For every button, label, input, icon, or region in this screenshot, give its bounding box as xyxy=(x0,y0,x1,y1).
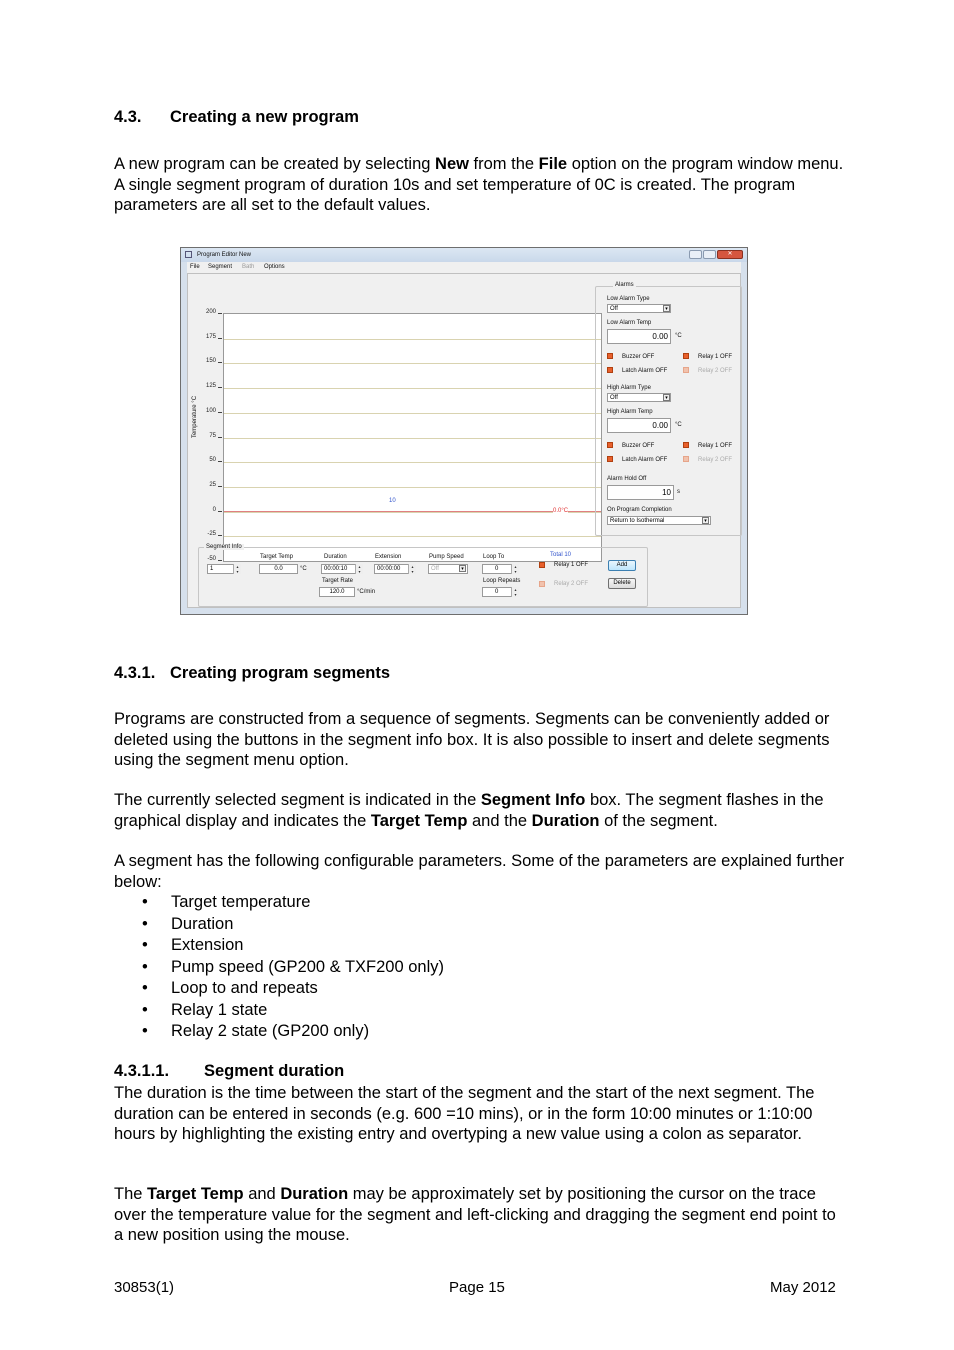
y-tick-mark xyxy=(218,511,222,512)
y-tick-label: 0 xyxy=(212,506,216,513)
high-latch-led[interactable] xyxy=(607,456,613,462)
program-editor-window xyxy=(180,247,748,615)
maximize-button[interactable] xyxy=(703,250,716,259)
menu-file[interactable]: File xyxy=(190,264,200,270)
unit-c: °C xyxy=(675,422,682,428)
alarm-hold-off-value: 10 xyxy=(662,488,671,497)
section-heading-4-3-1 xyxy=(114,664,391,683)
y-tick-mark xyxy=(218,313,222,314)
section-number: 4.3.1. xyxy=(114,664,156,682)
window-client xyxy=(187,273,741,608)
unit-c: °C xyxy=(675,333,682,339)
list-item: • Extension xyxy=(114,935,444,957)
loop-repeats-spin-icon[interactable]: ▴ ▾ xyxy=(511,587,519,597)
paragraph-segments: Programs are constructed from a sequence of segments. Segments can be conveniently added or deleted using the buttons in the segment info box. It is also possible to insert and delete segments using the segment menu option. xyxy=(114,710,830,769)
segment-number-value: 1 xyxy=(210,566,214,572)
duration-label: Duration xyxy=(324,554,347,560)
high-buzzer-led[interactable] xyxy=(607,442,613,448)
bold-duration: Duration xyxy=(280,1185,349,1203)
para-text: may be approximately set by positioning the cursor on the trace over the temperature value for the segment and left-clicking and dragging the segment end point to a new position using the mouse. xyxy=(114,1185,836,1244)
minimize-button[interactable] xyxy=(689,250,702,259)
bold-target-temp: Target Temp xyxy=(370,811,468,830)
intro-paragraph xyxy=(114,154,849,216)
list-item: • Pump speed (GP200 & TXF200 only) xyxy=(114,957,444,979)
delete-label: Delete xyxy=(613,580,631,586)
alarm-hold-off-label: Alarm Hold Off xyxy=(607,476,647,482)
intro-bold-file: File xyxy=(538,155,568,173)
list-item: • Relay 2 state (GP200 only) xyxy=(114,1021,444,1043)
app-icon xyxy=(185,251,192,258)
close-icon[interactable]: ✕ xyxy=(717,250,743,259)
window-title: Program Editor New xyxy=(197,252,252,258)
list-item: • Loop to and repeats xyxy=(114,978,444,1000)
menu-bath[interactable]: Bath xyxy=(242,264,255,270)
y-tick-mark xyxy=(218,412,222,413)
segment-relay2-label: Relay 2 OFF xyxy=(554,581,589,587)
temperature-plot[interactable] xyxy=(223,313,602,562)
parameter-list xyxy=(114,892,444,1043)
hold-unit: s xyxy=(677,489,680,495)
section-number: 4.3.1.1. xyxy=(114,1062,170,1080)
low-relay1-led[interactable] xyxy=(683,353,689,359)
grid-line xyxy=(224,388,601,389)
y-tick-label: -25 xyxy=(207,531,216,538)
duration-spin-icon[interactable]: ▴ ▾ xyxy=(355,564,363,574)
temp-marker: 0.0°C xyxy=(553,508,569,514)
extension-label: Extension xyxy=(375,554,402,560)
window-titlebar xyxy=(181,248,747,262)
section-number: 4.3. xyxy=(114,108,142,126)
y-tick-label: 50 xyxy=(209,457,216,464)
chevron-down-icon[interactable]: ▾ xyxy=(663,305,670,312)
extension-value: 00:00:00 xyxy=(377,566,401,572)
menu-options[interactable]: Options xyxy=(264,264,285,270)
list-item: • Duration xyxy=(114,914,444,936)
alarms-title: Alarms xyxy=(615,282,634,288)
segment-spin-icon[interactable]: ▴ ▾ xyxy=(233,564,241,574)
y-tick-label: -50 xyxy=(207,556,216,562)
footer-doc-number: 30853(1) xyxy=(114,1279,175,1296)
grid-line xyxy=(224,363,601,364)
low-relay1-label: Relay 1 OFF xyxy=(698,354,733,360)
target-temp-field[interactable] xyxy=(259,564,298,574)
target-temp-value: 0.0 xyxy=(274,566,283,572)
paragraph-parameters: A segment has the following configurable parameters. Some of the parameters are explained further below: xyxy=(114,852,845,891)
menu-bar xyxy=(187,262,741,273)
target-temp-unit: °C xyxy=(300,566,307,572)
grid-line xyxy=(224,438,601,439)
segment-marker: 10 xyxy=(389,498,396,504)
target-rate-field[interactable] xyxy=(319,587,355,597)
intro-text: option on the program window menu. A single segment program of duration 10s and set temperature of 0C is created. The program parameters are all set to the default values. xyxy=(114,155,844,214)
y-tick-label: 75 xyxy=(209,432,216,439)
segment-info-title: Segment Info xyxy=(206,544,242,550)
grid-line xyxy=(224,462,601,463)
para-text: The xyxy=(114,1185,148,1203)
high-relay2-led xyxy=(683,456,689,462)
y-tick-label: 25 xyxy=(209,481,216,488)
list-item: • Target temperature xyxy=(114,892,444,914)
add-segment-button[interactable] xyxy=(608,560,636,571)
pump-speed-label: Pump Speed xyxy=(429,554,464,560)
high-alarm-type-value: Off xyxy=(610,395,618,401)
program-completion-select[interactable] xyxy=(607,516,711,525)
section-title: Creating program segments xyxy=(170,664,391,682)
pump-speed-value: Off xyxy=(431,566,439,572)
program-completion-label: On Program Completion xyxy=(607,507,672,513)
delete-segment-button[interactable] xyxy=(608,578,636,589)
low-buzzer-led[interactable] xyxy=(607,353,613,359)
segment-relay2-led xyxy=(539,581,545,587)
grid-line xyxy=(224,487,601,488)
y-axis-label: Temperature °C xyxy=(192,395,199,439)
bold-target-temp: Target Temp xyxy=(147,1185,244,1203)
footer-date: May 2012 xyxy=(770,1279,836,1296)
intro-text: from the xyxy=(468,155,539,173)
paragraph-segment-info xyxy=(114,790,849,831)
para-text: The currently selected segment is indicated in the xyxy=(114,791,481,809)
add-label: Add xyxy=(616,562,628,568)
grid-line xyxy=(224,413,601,414)
footer-page-number: Page 15 xyxy=(449,1279,505,1296)
y-tick-label: 175 xyxy=(205,333,216,340)
y-tick-label: 150 xyxy=(205,358,216,365)
y-tick-mark xyxy=(218,362,222,363)
y-tick-label: 125 xyxy=(205,383,216,390)
low-alarm-temp-value: 0.00 xyxy=(652,332,668,341)
paragraph-drag xyxy=(114,1184,849,1246)
section-heading-4-3 xyxy=(114,108,359,127)
list-item: • Relay 1 state xyxy=(114,1000,444,1022)
loop-repeats-label: Loop Repeats xyxy=(483,578,521,584)
low-relay2-label: Relay 2 OFF xyxy=(698,368,733,374)
extension-spin-icon[interactable]: ▴ ▾ xyxy=(408,564,416,574)
chevron-down-icon[interactable]: ▾ xyxy=(663,394,670,401)
low-latch-label: Latch Alarm OFF xyxy=(622,368,668,374)
intro-text: A new program can be created by selecting xyxy=(114,155,436,173)
high-alarm-temp-value: 0.00 xyxy=(652,421,668,430)
y-tick-mark xyxy=(218,461,222,462)
trace-line[interactable] xyxy=(224,511,601,512)
segment-relay1-led[interactable] xyxy=(539,562,545,568)
rate-unit: °C/min xyxy=(357,589,376,595)
low-alarm-temp-field[interactable] xyxy=(607,329,671,344)
high-alarm-temp-field[interactable] xyxy=(607,418,671,433)
chevron-down-icon[interactable]: ▾ xyxy=(702,517,709,524)
alarm-hold-off-field[interactable] xyxy=(607,485,674,500)
low-alarm-type-label: Low Alarm Type xyxy=(607,296,650,302)
grid-line xyxy=(224,339,601,340)
y-tick-mark xyxy=(218,338,222,339)
target-rate-label: Target Rate xyxy=(322,578,354,584)
bold-duration: Duration xyxy=(531,811,600,830)
menu-segment[interactable]: Segment xyxy=(208,264,233,270)
para-text: and xyxy=(243,1185,281,1203)
low-buzzer-label: Buzzer OFF xyxy=(622,354,655,360)
y-tick-mark xyxy=(218,535,222,536)
para-text: and the xyxy=(467,811,532,830)
target-temp-label: Target Temp xyxy=(260,554,293,560)
para-text: of the segment. xyxy=(599,811,718,830)
loop-repeats-value: 0 xyxy=(495,589,499,595)
bold-segment-info: Segment Info xyxy=(480,791,586,809)
low-latch-led[interactable] xyxy=(607,367,613,373)
low-alarm-type-value: Off xyxy=(610,306,618,312)
section-title: Segment duration xyxy=(204,1062,345,1080)
high-alarm-type-select[interactable] xyxy=(607,393,671,402)
y-tick-label: 100 xyxy=(205,407,216,414)
section-heading-4-3-1-1 xyxy=(114,1062,345,1081)
loop-to-spin-icon[interactable]: ▴ ▾ xyxy=(511,564,519,574)
program-completion-value: Return to Isothermal xyxy=(610,518,665,524)
low-alarm-temp-label: Low Alarm Temp xyxy=(607,320,652,326)
y-tick-label: 200 xyxy=(205,309,216,315)
low-relay2-led xyxy=(683,367,689,373)
y-tick-mark xyxy=(218,387,222,388)
low-alarm-type-select[interactable] xyxy=(607,304,671,313)
high-relay2-label: Relay 2 OFF xyxy=(698,457,733,463)
high-relay1-label: Relay 1 OFF xyxy=(698,443,733,449)
segment-relay1-label: Relay 1 OFF xyxy=(554,562,589,568)
high-relay1-led[interactable] xyxy=(683,442,689,448)
high-alarm-temp-label: High Alarm Temp xyxy=(607,409,653,415)
para-text: box. The segment flashes in the graphical display and indicates the xyxy=(114,791,824,830)
paragraph-duration: The duration is the time between the start of the segment and the start of the next segment. The duration can be entered in seconds (e.g. 600 =10 mins), or in the form 10:00 minutes or 1:10:00 hours by highlighting the existing entry and overtyping a new value using a colon as separator. xyxy=(114,1084,815,1143)
loop-to-label: Loop To xyxy=(483,554,505,560)
high-buzzer-label: Buzzer OFF xyxy=(622,443,655,449)
high-latch-label: Latch Alarm OFF xyxy=(622,457,668,463)
high-alarm-type-label: High Alarm Type xyxy=(607,385,651,391)
loop-to-value: 0 xyxy=(495,566,499,572)
target-rate-value: 120.0 xyxy=(329,589,345,595)
y-tick-mark xyxy=(218,437,222,438)
intro-bold-new: New xyxy=(435,155,469,173)
duration-value: 00:00:10 xyxy=(324,566,348,572)
total-label: Total 10 xyxy=(550,552,572,558)
y-tick-mark xyxy=(218,486,222,487)
grid-line xyxy=(224,536,601,537)
section-title: Creating a new program xyxy=(170,108,359,126)
chevron-down-icon[interactable]: ▾ xyxy=(459,565,466,572)
